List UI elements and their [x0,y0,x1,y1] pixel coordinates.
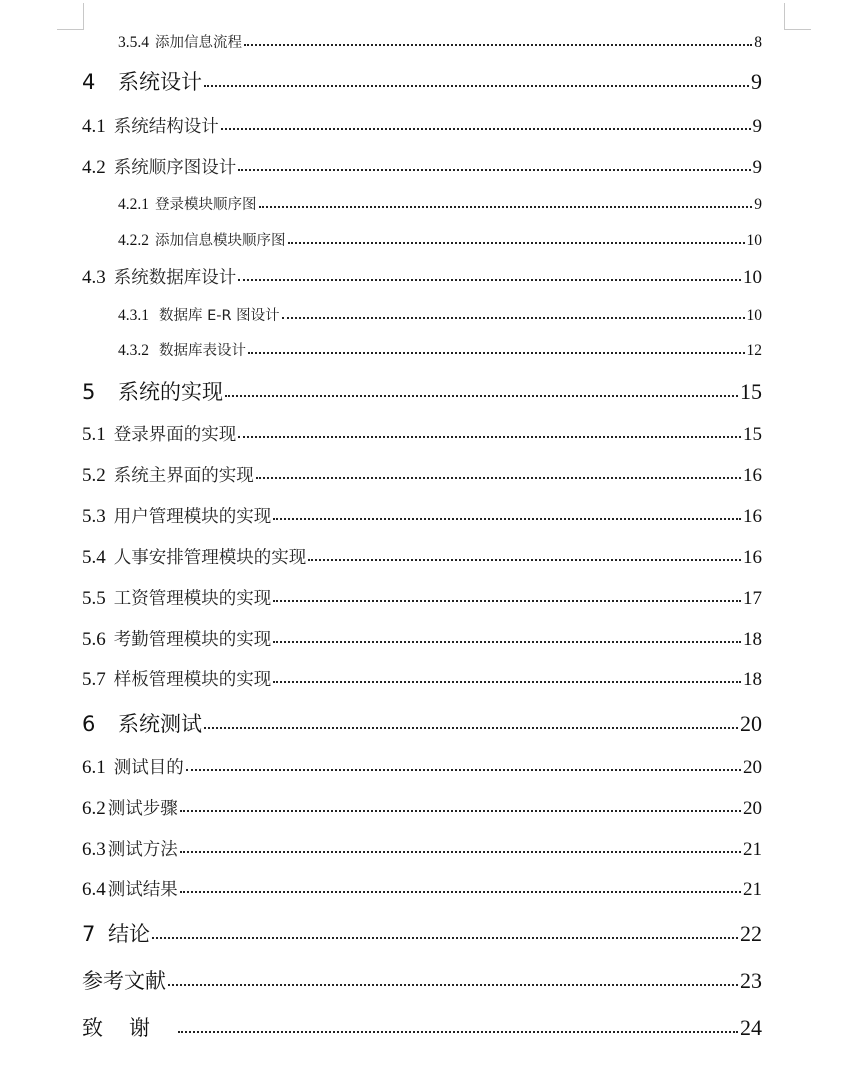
dot-leader [180,836,741,855]
dot-leader [221,113,751,132]
toc-entry-title: 系统的实现 [118,380,223,404]
toc-entry-page: 23 [740,968,762,993]
toc-entry-6-4[interactable] [82,876,762,901]
toc-entry-title: 系统测试 [118,712,202,736]
toc-entry-page: 20 [743,757,762,778]
toc-entry-title: 登录界面的实现 [113,425,237,445]
page-corner-mark-top-right [784,3,811,30]
toc-entry-page: 10 [743,267,762,288]
dot-leader [256,462,741,481]
toc-entry-page: 15 [740,379,762,404]
toc-entry-page: 16 [743,547,762,568]
toc-entry-page: 9 [751,69,762,94]
toc-entry-page: 9 [754,196,762,213]
dot-leader [168,967,738,988]
toc-entry-number: 4.2.1 [118,196,149,213]
toc-entry-title: 工资管理模块的实现 [113,589,272,609]
toc-entry-number: 4.2.2 [118,232,149,249]
toc-entry-page: 10 [746,232,762,249]
toc-entry-title: 添加信息模块顺序图 [155,233,286,249]
dot-leader [180,876,741,895]
dot-leader [238,264,741,283]
toc-entry-title: 添加信息流程 [155,35,242,51]
toc-entry-page: 21 [743,879,762,900]
toc-entry-4[interactable] [82,66,762,96]
toc-entry-page: 22 [740,921,762,946]
toc-entry-title: 测试结果 [107,880,178,900]
dot-leader [288,230,745,246]
toc-entry-7[interactable] [82,918,762,948]
toc-entry-title: 参考文献 [82,969,166,993]
dot-leader [238,154,750,173]
toc-entry-5-4[interactable] [82,544,762,569]
toc-entry-4-3-1[interactable] [118,304,762,325]
toc-entry-number: 5.2 [82,465,106,486]
toc-entry-page: 24 [740,1015,762,1040]
dot-leader [178,1014,738,1035]
dot-leader [225,378,738,399]
toc-entry-title: 样板管理模块的实现 [113,670,272,690]
dot-leader [259,194,753,210]
dot-leader [204,68,749,89]
toc-entry-title: 系统设计 [118,70,202,94]
dot-leader [248,340,745,356]
toc-entry-title: 系统主界面的实现 [113,466,254,486]
toc-entry-6-1[interactable] [82,754,762,779]
toc-entry-4-2-1[interactable] [118,193,762,214]
dot-leader [152,920,738,941]
toc-entry-number: 4.3.1 [118,307,149,324]
toc-entry-3-5-4[interactable] [118,31,762,52]
toc-entry-acknowledgements[interactable] [82,1012,762,1042]
toc-entry-title: 测试目的 [113,758,184,778]
toc-entry-5-3[interactable] [82,503,762,528]
toc-entry-title: 测试步骤 [107,799,178,819]
toc-entry-title: 系统结构设计 [113,117,219,137]
toc-entry-page: 8 [754,34,762,51]
toc-entry-title: 人事安排管理模块的实现 [113,548,307,568]
dot-leader [244,32,752,48]
toc-entry-number: 4.1 [82,116,106,137]
toc-entry-4-2[interactable] [82,154,762,179]
toc-entry-number: 5.3 [82,506,106,527]
toc-entry-4-2-2[interactable] [118,229,762,250]
toc-entry-number: 6.2 [82,798,106,819]
toc-entry-5-1[interactable] [82,421,762,446]
toc-entry-5-7[interactable] [82,666,762,691]
toc-entry-4-3[interactable] [82,264,762,289]
toc-entry-4-3-2[interactable] [118,339,762,360]
dot-leader [273,666,741,685]
toc-entry-number: 7 [82,922,96,946]
toc-entry-6-3[interactable] [82,836,762,861]
toc-entry-page: 18 [743,669,762,690]
toc-entry-title: 登录模块顺序图 [155,197,257,213]
toc-entry-number: 6.1 [82,757,106,778]
toc-entry-title: 用户管理模块的实现 [113,507,272,527]
toc-entry-number: 6.4 [82,879,106,900]
toc-entry-title: 致谢 [82,1016,176,1040]
toc-entry-title: 系统数据库设计 [113,268,237,288]
toc-entry-page: 10 [746,307,762,324]
toc-entry-page: 20 [743,798,762,819]
toc-entry-page: 17 [743,588,762,609]
toc-entry-4-1[interactable] [82,113,762,138]
toc-entry-number: 5.6 [82,629,106,650]
toc-entry-number: 4.3 [82,267,106,288]
toc-entry-page: 9 [752,157,762,178]
toc-entry-number: 6.3 [82,839,106,860]
toc-entry-title: 数据库表设计 [159,343,246,359]
toc-entry-number: 4.2 [82,157,106,178]
toc-entry-number: 5.5 [82,588,106,609]
toc-entry-title: 系统顺序图设计 [113,158,237,178]
toc-entry-page: 20 [740,711,762,736]
toc-entry-page: 16 [743,465,762,486]
toc-entry-5[interactable] [82,376,762,406]
toc-entry-5-2[interactable] [82,462,762,487]
toc-entry-number: 5.7 [82,669,106,690]
dot-leader [273,626,741,645]
dot-leader [308,544,741,563]
toc-entry-title: 结论 [108,922,150,946]
page-corner-mark-top-left [57,3,84,30]
toc-entry-number: 5.4 [82,547,106,568]
toc-entry-5-6[interactable] [82,626,762,651]
toc-entry-page: 16 [743,506,762,527]
dot-leader [186,754,741,773]
toc-entry-5-5[interactable] [82,585,762,610]
toc-entry-number: 4 [82,70,96,94]
toc-entry-number: 3.5.4 [118,34,149,51]
dot-leader [238,421,741,440]
toc-entry-number: 4.3.2 [118,342,149,359]
toc-entry-page: 21 [743,839,762,860]
toc-entry-number: 5.1 [82,424,106,445]
dot-leader [273,585,741,604]
toc-entry-6[interactable] [82,708,762,738]
dot-leader [204,710,738,731]
dot-leader [282,305,745,321]
toc-entry-page: 15 [743,424,762,445]
dot-leader [273,503,741,522]
toc-entry-page: 18 [743,629,762,650]
dot-leader [180,795,741,814]
toc-entry-title: 数据库 E-R 图设计 [159,308,280,324]
toc-entry-title: 考勤管理模块的实现 [113,630,272,650]
toc-entry-title: 测试方法 [107,840,178,860]
toc-entry-references[interactable] [82,965,762,995]
toc-entry-6-2[interactable] [82,795,762,820]
toc-entry-number: 5 [82,380,96,404]
toc-entry-page: 9 [752,116,762,137]
toc-entry-page: 12 [746,342,762,359]
toc-entry-number: 6 [82,712,96,736]
